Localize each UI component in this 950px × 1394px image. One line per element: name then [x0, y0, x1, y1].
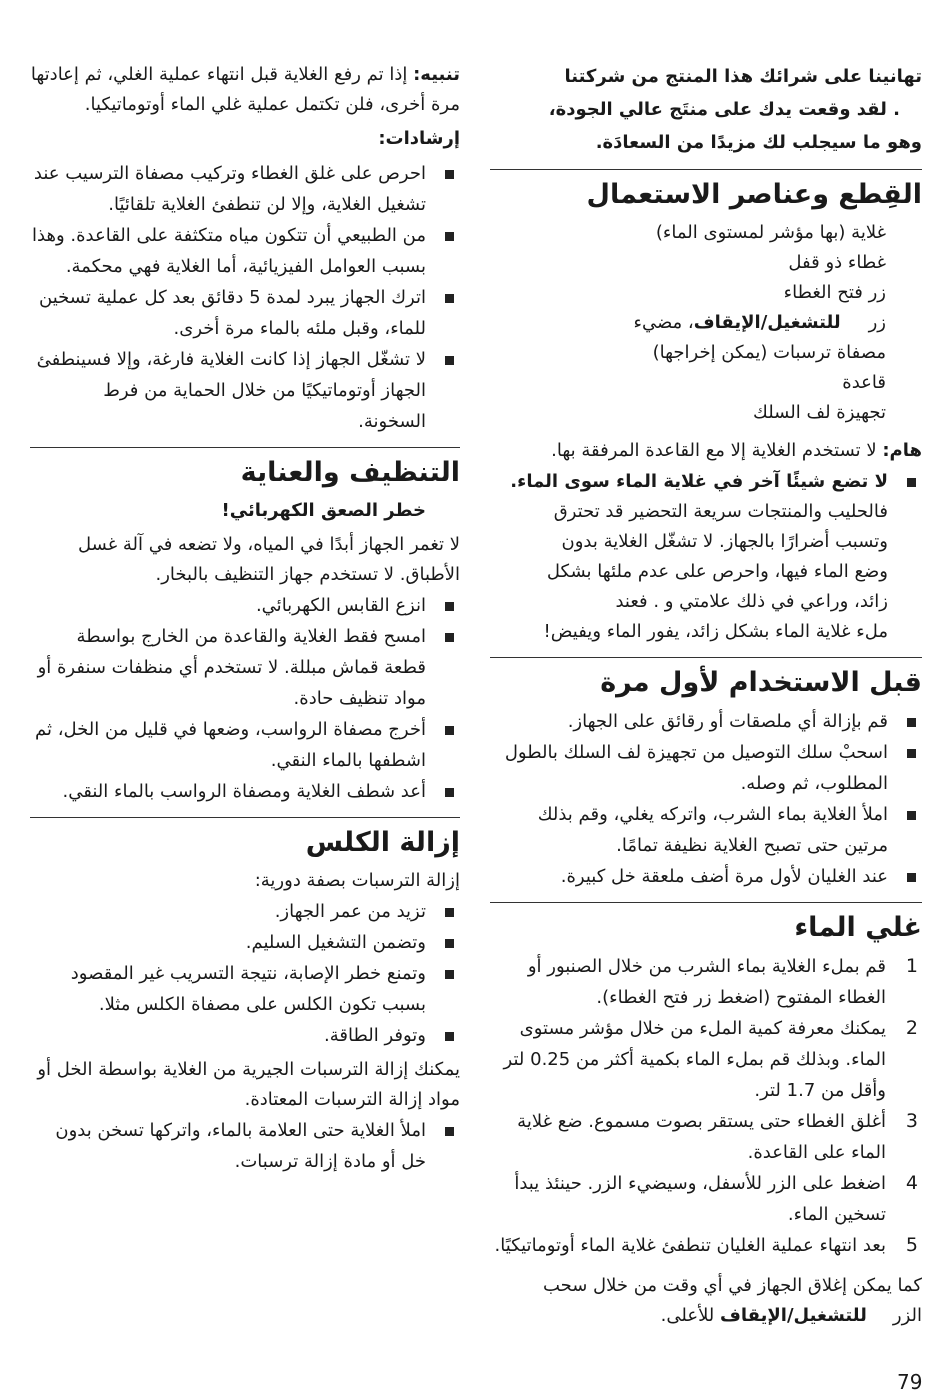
step-text: يمكنك معرفة كمية الملء من خلال مؤشر مستوى الماء. وبذلك قم بملء الماء بكمية أكثر من 0.25 لتر وأقل من 1.7 لتر.: [503, 1018, 886, 1101]
parts-list: [490, 218, 922, 428]
tip-item: لا تشغّل الجهاز إذا كانت الغلاية فارغة، وإلا فسينطفئ الجهاز أوتوماتيكيًا من خلال الحماية من فرط السخونة.: [30, 344, 460, 437]
parts-item: غطاء ذو قفل: [788, 252, 886, 273]
descaling-item: وتوفر الطاقة.: [30, 1020, 460, 1051]
descaling-intro: إزالة الترسبات بصفة دورية:: [254, 870, 460, 891]
caution-note: [30, 60, 460, 120]
boiling-step: [490, 1013, 922, 1106]
important-line: ملء غلاية الماء بشكل زائد، يفور الماء ويفيض!: [543, 621, 888, 642]
step-number: 4: [905, 1172, 918, 1194]
closing-suffix: للأعلى.: [660, 1305, 721, 1326]
cleaning-item: انزع القابس الكهربائي.: [30, 590, 460, 621]
important-line: وتسبب أضرارًا بالجهاز. لا تشغّل الغلاية بدون: [561, 531, 888, 552]
boiling-step: [490, 1106, 922, 1168]
parts-item: قاعدة: [842, 372, 886, 393]
cleaning-item: امسح فقط الغلاية والقاعدة من الخارج بواسطة قطعة قماش مبللة. لا تستخدم أي منظفات سنفرة أو مواد تنظيف حادة.: [30, 621, 460, 714]
important-list: [490, 466, 922, 497]
boiling-closing-2: [490, 1301, 922, 1331]
tips-list: [30, 158, 460, 437]
step-number: 5: [905, 1234, 918, 1256]
parts-item: تجهيزة لف السلك: [753, 402, 886, 423]
important-bullet: لا تضع شيئًا آخر في غلاية الماء سوى الماء.: [490, 466, 922, 497]
important-line: وضع الماء فيها، واحرص على عدم ملئها بشكل: [546, 561, 888, 582]
step-text: بعد انتهاء عملية الغليان تنطفئ غلاية الماء أوتوماتيكيًا.: [494, 1235, 886, 1256]
parts-item: زر فتح الغطاء: [783, 282, 886, 303]
section-divider: [490, 902, 922, 903]
boiling-step: [490, 1230, 922, 1261]
boiling-step: [490, 951, 922, 1013]
cleaning-intro: لا تغمر الجهاز أبدًا في المياه، ولا تضعه في آلة غسل الأطباق. لا تستخدم جهاز التنظيف بالبخار.: [78, 534, 460, 585]
caution-text: إذا تم رفع الغلاية قبل انتهاء عملية الغلي، ثم إعادتها مرة أخرى، فلن تكتمل عملية غلي الماء أوتوماتيكيا.: [30, 64, 460, 115]
tip-item: من الطبيعي أن تتكون مياه متكثفة على القاعدة. وهذا بسبب العوامل الفيزيائية، أما الغلاية فهي محكمة.: [30, 220, 460, 282]
first-use-item: قم بإزالة أي ملصقات أو رقائق على الجهاز.: [490, 706, 922, 737]
boiling-closing: كما يمكن إغلاق الجهاز في أي وقت من خلال سحب: [542, 1275, 922, 1296]
descaling-list: [30, 896, 460, 1051]
page-number: 79: [897, 1370, 923, 1394]
intro-line: . لقد وقعت يدك على منتَج عالي الجودة،: [548, 99, 900, 120]
caution-label: تنبيه:: [413, 64, 460, 85]
descaling-steps: [30, 1115, 460, 1177]
important-text: لا تستخدم الغلاية إلا مع القاعدة المرفقة بها.: [551, 440, 877, 461]
important-label: هام:: [882, 440, 922, 461]
parts-item: مصفاة ترسبات (يمكن إخراجها): [652, 342, 886, 363]
left-column: [30, 60, 460, 1177]
intro-line: وهو ما سيجلب لك مزيدًا من السعادَة.: [595, 132, 922, 153]
boiling-heading: غلي الماء: [794, 912, 922, 943]
tip-item: اترك الجهاز يبرد لمدة 5 دقائق بعد كل عملية تسخين للماء، وقبل ملئه بالماء مرة أخرى.: [30, 282, 460, 344]
parts-item-switch: [490, 308, 886, 338]
closing-prefix: الزر: [892, 1305, 922, 1326]
descaling-step: املأ الغلاية حتى العلامة بالماء، واتركها تسخن بدون خل أو مادة إزالة ترسبات.: [30, 1115, 460, 1177]
parts-item: غلاية (بها مؤشر لمستوى الماء): [655, 222, 886, 243]
shock-warning: خطر الصعق الكهربائي!: [221, 500, 426, 521]
first-use-heading: قبل الاستخدام لأول مرة: [600, 667, 922, 698]
first-use-item: املأ الغلاية بماء الشرب، واتركه يغلي، وقم بذلك مرتين حتى تصبح الغلاية نظيفة تمامًا.: [490, 799, 922, 861]
descaling-item: وتمنع خطر الإصابة، نتيجة التسريب غير المقصود بسبب تكون الكلس على مصفاة الكلس مثلا.: [30, 958, 460, 1020]
section-divider: [30, 817, 460, 818]
important-note: [490, 436, 922, 466]
boiling-step: [490, 1168, 922, 1230]
switch-label: للتشغيل/الإيقاف: [693, 312, 841, 333]
cleaning-list: [30, 590, 460, 807]
section-divider: [30, 447, 460, 448]
step-text: أغلق الغطاء حتى يستقر بصوت مسموع. ضع غلاية الماء على القاعدة.: [517, 1111, 886, 1163]
section-divider: [490, 657, 922, 658]
intro-block: [490, 60, 922, 159]
descaling-paragraph: يمكنك إزالة الترسبات الجيرية من الغلاية بواسطة الخل أو مواد إزالة الترسبات المعتادة.: [37, 1059, 460, 1110]
switch-prefix: زر: [868, 312, 886, 333]
descaling-item: وتضمن التشغيل السليم.: [30, 927, 460, 958]
descaling-item: تزيد من عمر الجهاز.: [30, 896, 460, 927]
first-use-item: اسحبْ سلك التوصيل من تجهيزة لف السلك بالطول المطلوب، ثم وصله.: [490, 737, 922, 799]
intro-line: تهانينا على شرائك هذا المنتج من شركتنا: [564, 66, 922, 87]
important-line: فالحليب والمنتجات سريعة التحضير قد تحترق: [553, 501, 888, 522]
parts-heading: القِطع وعناصر الاستعمال: [586, 179, 922, 210]
first-use-list: [490, 706, 922, 892]
step-number: 3: [905, 1110, 918, 1132]
step-text: قم بملء الغلاية بماء الشرب من خلال الصنبور أو الغطاء المفتوح (اضغط زر فتح الغطاء).: [527, 956, 886, 1008]
section-divider: [490, 169, 922, 170]
switch-suffix: ، مضيء: [633, 312, 694, 333]
important-details: [490, 497, 922, 647]
step-text: اضغط على الزر للأسفل، وسيضيء الزر. حينئذ يبدأ تسخين الماء.: [514, 1173, 886, 1225]
tip-item: احرص على غلق الغطاء وتركيب مصفاة الترسيب عند تشغيل الغلاية، وإلا لن تنطفئ الغلاية تلقائيًا.: [30, 158, 460, 220]
cleaning-item: أخرج مصفاة الرواسب، وضعها في قليل من الخل، ثم اشطفها بالماء النقي.: [30, 714, 460, 776]
tips-heading: إرشادات:: [378, 128, 460, 149]
important-line: زائد، وراعي في ذلك علامتي و . فعند: [615, 591, 888, 612]
cleaning-item: أعد شطف الغلاية ومصفاة الرواسب بالماء النقي.: [30, 776, 460, 807]
step-number: 2: [905, 1017, 918, 1039]
first-use-item: عند الغليان لأول مرة أضف ملعقة خل كبيرة.: [490, 861, 922, 892]
step-number: 1: [905, 955, 918, 977]
right-column: [490, 60, 922, 1331]
descaling-heading: إزالة الكلس: [305, 827, 460, 858]
closing-switch-label: للتشغيل/الإيقاف: [720, 1305, 867, 1326]
cleaning-heading: التنظيف والعناية: [240, 457, 460, 488]
boiling-steps: [490, 951, 922, 1261]
